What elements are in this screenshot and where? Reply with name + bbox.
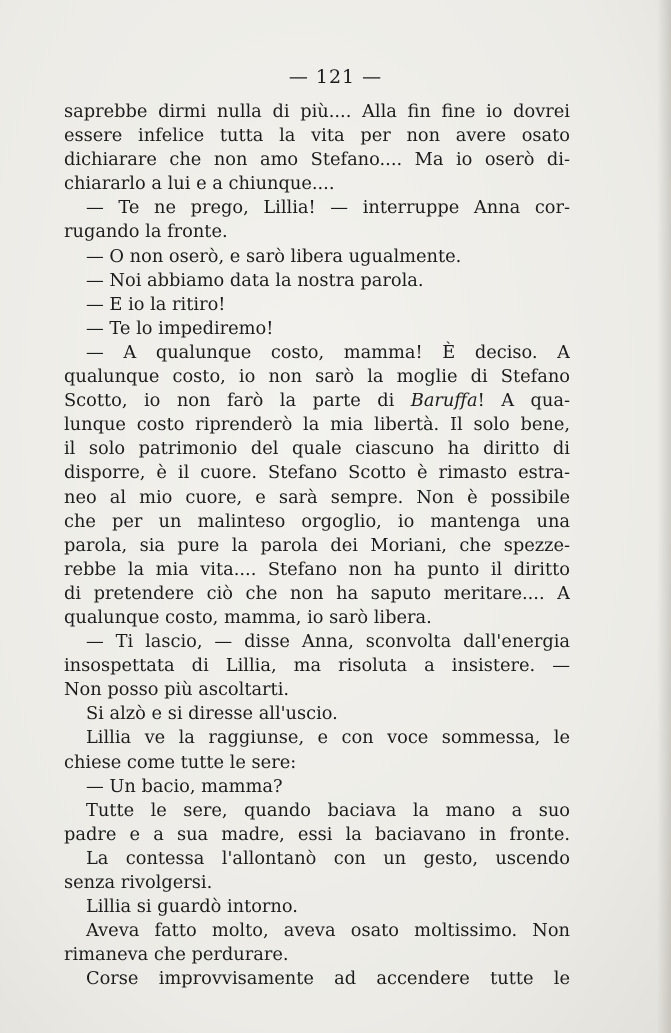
text-line: chiararlo a lui e a chiunque....	[64, 173, 335, 195]
text-line: padre e a sua madre, essi la baciavano in fronte.	[64, 823, 570, 845]
text-line: — E io la ritiro!	[86, 293, 226, 315]
text-line: — Noi abbiamo data la nostra parola.	[86, 269, 424, 291]
text-line: Lillia si guardò intorno.	[86, 896, 298, 918]
text-line: neo al mio cuore, e sarà sempre. Non è possibile	[64, 486, 570, 508]
text-line: senza rivolgersi.	[64, 872, 213, 893]
text-line: essere infelice tutta la vita per non avere osato	[64, 125, 570, 147]
text-line: — Te lo impediremo!	[86, 317, 274, 339]
text-line: disporre, è il cuore. Stefano Scotto è rimasto estra-	[64, 462, 570, 484]
text-line: — O non oserò, e sarò libera ugualmente.	[86, 245, 462, 267]
page-edge-shadow	[657, 0, 671, 1033]
text-line: qualunque costo, mamma, io sarò libera.	[64, 606, 432, 628]
text-line: Lillia ve la raggiunse, e con voce sommessa, le	[86, 727, 570, 749]
page-number: — 121 —	[288, 66, 383, 88]
text-line: saprebbe dirmi nulla di più.... Alla fin fine io dovrei	[64, 101, 570, 122]
text-line: Corse improvvisamente ad accendere tutte le	[86, 968, 570, 990]
text-line: lunque costo riprenderò la mia libertà. Il solo bene,	[64, 414, 570, 436]
text-line: chiese come tutte le sere:	[64, 751, 297, 773]
text-line: Scotto, io non farò la parte di Baruffa! A qua-	[64, 390, 570, 412]
text-line: rebbe la mia vita.... Stefano non ha punto il diritto	[64, 558, 570, 580]
text-line: insospettata di Lillia, ma risoluta a insistere. —	[64, 655, 570, 677]
text-line: che per un malinteso orgoglio, io mantenga una	[64, 510, 570, 532]
text-line: Tutte le sere, quando baciava la mano a suo	[86, 799, 570, 821]
text-line: dichiarare che non amo Stefano.... Ma io oserò di-	[64, 149, 570, 171]
body-text	[64, 100, 570, 991]
text-line: Si alzò e si diresse all'uscio.	[86, 703, 338, 725]
text-line: — Un bacio, mamma?	[86, 775, 283, 797]
text-line: rimaneva che perdurare.	[64, 944, 289, 966]
text-line: Non posso più ascoltarti.	[64, 679, 290, 701]
text-line: il solo patrimonio del quale ciascuno ha diritto di	[64, 438, 570, 460]
text-line: parola, sia pure la parola dei Moriani, che spezze-	[64, 534, 570, 556]
text-line: — A qualunque costo, mamma! È deciso. A	[86, 341, 570, 363]
text-line: qualunque costo, io non sarò la moglie di Stefano	[64, 366, 570, 388]
text-line: La contessa l'allontanò con un gesto, uscendo	[86, 847, 570, 869]
text-line: — Ti lascio, — disse Anna, sconvolta dall'energia	[86, 631, 570, 653]
text-line: Aveva fatto molto, aveva osato moltissimo. Non	[86, 920, 570, 942]
text-line: rugando la fronte.	[64, 221, 228, 243]
text-line: — Te ne prego, Lillia! — interruppe Anna cor-	[86, 197, 570, 219]
text-line: di pretendere ciò che non ha saputo meritare.... A	[64, 582, 570, 604]
